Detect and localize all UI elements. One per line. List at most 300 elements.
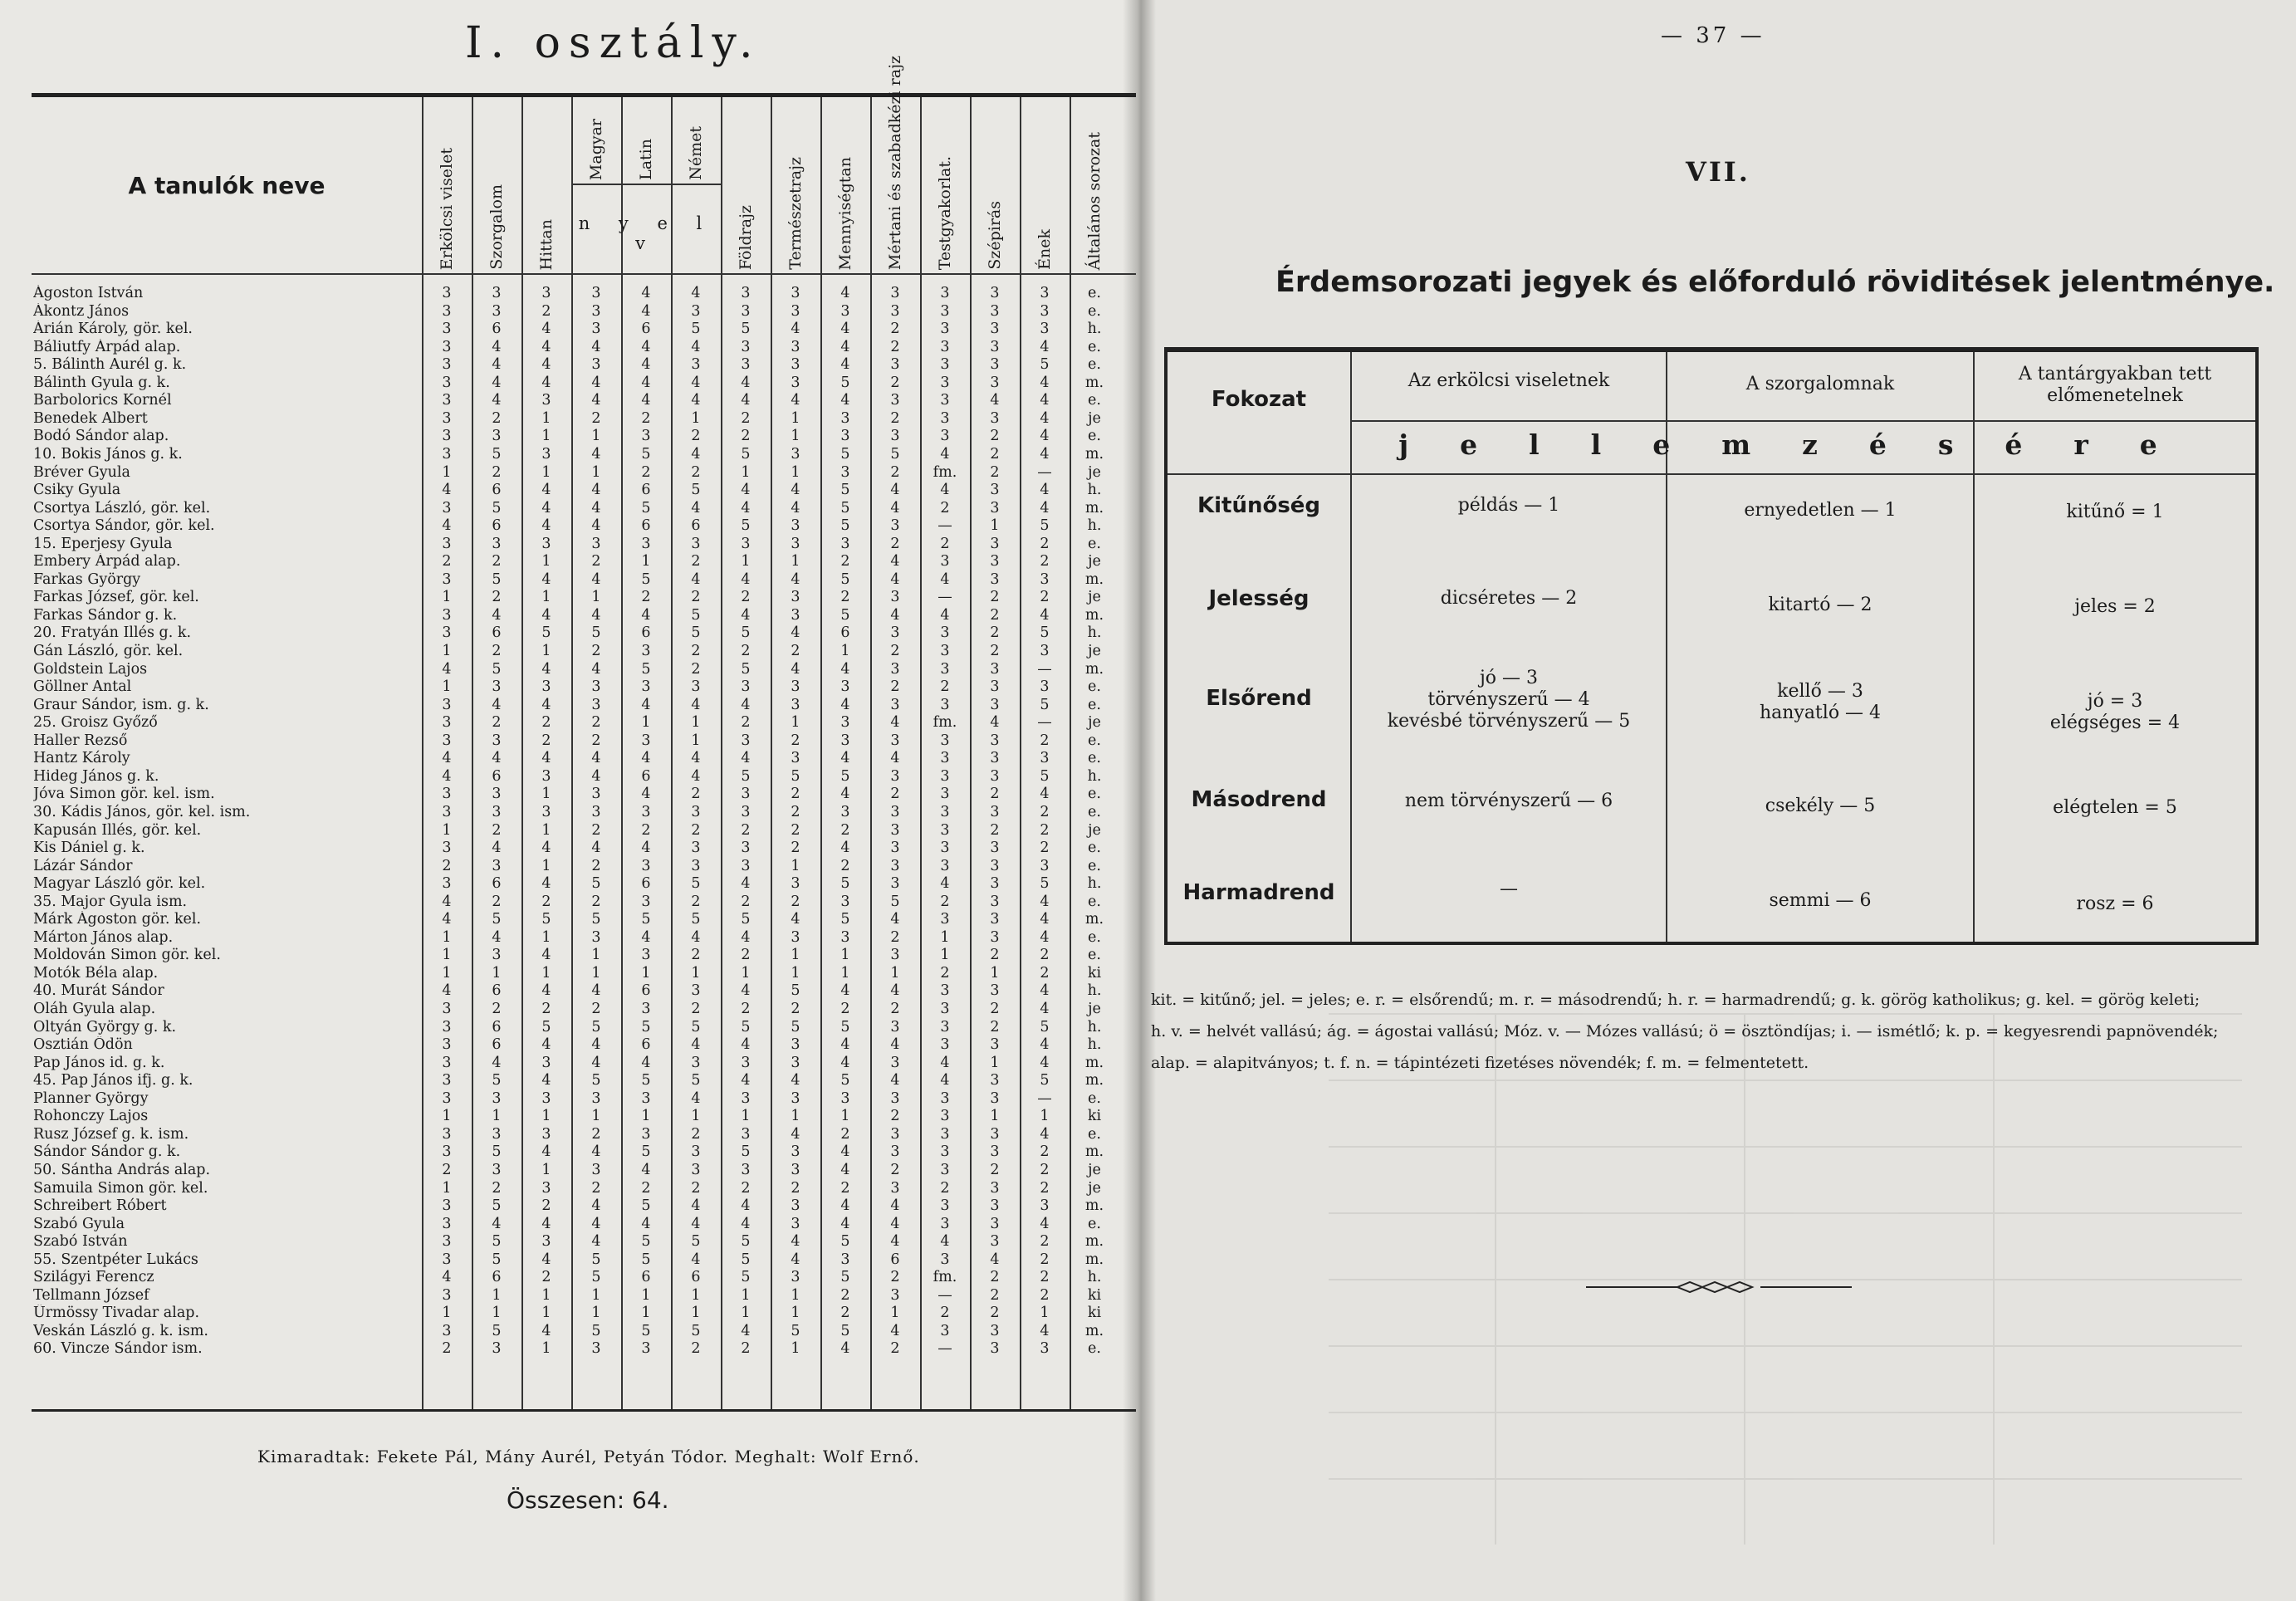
grade-cell: 3 (791, 1054, 800, 1071)
student-name: Márk Ágoston gör. kel. (33, 911, 202, 928)
grade-cell: 5 (492, 499, 502, 517)
grade-cell: 2 (541, 1269, 551, 1286)
grade-cell: 1 (591, 589, 601, 606)
grade-cell: 3 (890, 660, 900, 678)
name-column-header: A tanulók neve (128, 171, 326, 199)
column-header: Ének (1035, 229, 1054, 270)
student-name: Hideg János g. k. (33, 767, 159, 785)
grade-cell: 4 (641, 374, 651, 391)
grade-cell: 3 (890, 624, 900, 642)
grade-cell: 3 (492, 302, 502, 320)
grade-cell: 1 (541, 428, 551, 445)
grade-cell: 3 (641, 1089, 651, 1107)
grade-cell: 3 (691, 302, 701, 320)
grade-cell: 2 (741, 1340, 751, 1358)
grade-cell: 4 (890, 1036, 900, 1054)
grade-cell: 2 (890, 409, 900, 427)
grade-cell: 6 (641, 624, 651, 642)
grade-cell: 2 (591, 821, 601, 839)
grade-cell: 3 (990, 321, 1000, 338)
grade-cell: 4 (990, 714, 1000, 732)
grade-cell: 3 (990, 535, 1000, 552)
grade-cell: 2 (492, 714, 502, 732)
student-name: Csiky Gyula (33, 482, 121, 499)
row-erkolcsi: nem törvényszerű — 6 (1404, 791, 1613, 811)
grade-cell: 4 (541, 1215, 551, 1232)
grade-cell: 4 (691, 1197, 701, 1215)
student-name: 40. Murát Sándor (33, 982, 164, 1000)
student-name: Szabó Gyula (33, 1215, 125, 1232)
grade-cell: 4 (741, 982, 751, 1000)
header-jellemzesere: jellemzésére (1398, 428, 2209, 461)
grade-cell: 1 (541, 1340, 551, 1358)
grade-cell: 3 (840, 803, 850, 820)
grade-cell: 3 (890, 1125, 900, 1143)
grade-cell: 3 (641, 1125, 651, 1143)
grade-cell: 3 (641, 1001, 651, 1017)
grade-cell: e. (1088, 696, 1101, 713)
grade-cell: 3 (940, 1036, 950, 1054)
grade-cell: h. (1087, 875, 1102, 893)
grade-cell: 5 (492, 1251, 502, 1268)
grade-cell: 4 (541, 1036, 551, 1054)
grade-cell: 4 (691, 750, 701, 767)
grade-cell: e. (1088, 356, 1101, 374)
grade-cell: 5 (691, 1322, 701, 1339)
grade-cell: 4 (641, 1215, 651, 1232)
grade-cell: 3 (940, 428, 950, 445)
column-rule (970, 97, 972, 1409)
grade-cell: 3 (890, 732, 900, 749)
grade-cell: 3 (641, 535, 651, 552)
grade-cell: 3 (990, 1036, 1000, 1054)
grade-cell: 2 (990, 624, 1000, 642)
grade-cell: 1 (442, 678, 452, 696)
grade-cell: 4 (741, 374, 751, 391)
grade-cell: 5 (641, 1197, 651, 1215)
grade-cell: 3 (442, 1251, 452, 1268)
row-erkolcsi: jó — 3 (1479, 668, 1539, 688)
grade-cell: 4 (541, 1072, 551, 1089)
grade-cell: e. (1088, 338, 1101, 355)
student-name: Csortya Sándor, gör. kel. (33, 517, 215, 535)
grade-cell: 5 (591, 875, 601, 893)
grade-cell: 3 (990, 1215, 1000, 1232)
grade-cell: 3 (940, 821, 950, 839)
class-title: I. osztály. (465, 18, 761, 68)
grade-cell: 6 (492, 321, 502, 338)
grade-cell: 2 (1040, 821, 1050, 839)
grade-cell: 3 (691, 857, 701, 874)
grade-cell: 4 (691, 338, 701, 355)
grade-cell: 4 (840, 321, 850, 338)
grade-cell: 3 (492, 678, 502, 696)
grade-cell: 5 (641, 1251, 651, 1268)
grade-cell: 3 (641, 857, 651, 874)
grade-cell: 1 (641, 1286, 651, 1304)
grade-cell: 3 (890, 1179, 900, 1197)
column-header: Földrajz (736, 204, 755, 270)
grade-cell: 2 (990, 1018, 1000, 1036)
grade-cell: 5 (840, 374, 850, 391)
grade-cell: 6 (492, 1269, 502, 1286)
grade-cell: 5 (741, 767, 751, 785)
grade-cell: 3 (591, 1089, 601, 1107)
grade-cell: 2 (990, 445, 1000, 463)
grade-cell: 1 (442, 947, 452, 964)
grade-cell: 3 (791, 338, 800, 355)
grade-cell: 1 (791, 1286, 800, 1304)
grade-cell: 3 (840, 428, 850, 445)
grade-cell: 1 (641, 1108, 651, 1125)
grade-cell: 2 (791, 840, 800, 857)
grade-cell: 5 (840, 1072, 850, 1089)
grade-cell: 5 (840, 767, 850, 785)
student-name: Bodó Sándor alap. (33, 428, 169, 445)
grade-cell: 1 (791, 463, 800, 481)
grade-cell: 3 (791, 696, 800, 713)
grade-cell: 1 (541, 409, 551, 427)
student-name: Göllner Antal (33, 678, 132, 696)
grade-cell: 4 (840, 1143, 850, 1161)
grade-cell: 1 (442, 643, 452, 659)
grade-cell: 3 (591, 678, 601, 696)
grade-cell: 3 (940, 338, 950, 355)
grade-cell: 2 (990, 589, 1000, 606)
grade-cell: 3 (990, 499, 1000, 517)
grade-cell: 1 (890, 964, 900, 982)
grade-cell: 3 (442, 535, 452, 552)
grade-cell: 3 (990, 893, 1000, 910)
grade-cell: 4 (541, 570, 551, 588)
page-number: — 37 — (1661, 23, 1765, 48)
grade-cell: 4 (890, 1197, 900, 1215)
grade-cell: 2 (641, 1179, 651, 1197)
grade-cell: 3 (492, 947, 502, 964)
grade-cell: 3 (442, 409, 452, 427)
grade-cell: 3 (442, 1322, 452, 1339)
grade-cell: 3 (940, 553, 950, 570)
grade-cell: 4 (541, 517, 551, 535)
grade-cell: 3 (990, 857, 1000, 874)
grade-cell: e. (1088, 928, 1101, 946)
grade-cell: 2 (691, 821, 701, 839)
student-name: 55. Szentpéter Lukács (33, 1251, 198, 1268)
student-name: Sándor Sándor g. k. (33, 1143, 181, 1161)
grade-cell: 3 (492, 786, 502, 803)
grade-cell: 2 (840, 1179, 850, 1197)
grade-cell: 5 (840, 1322, 850, 1339)
grade-cell: 2 (741, 409, 751, 427)
grade-cell: 4 (541, 482, 551, 499)
grade-cell: 3 (691, 803, 701, 820)
grade-cell: 3 (940, 1143, 950, 1161)
row-szorgalom: semmi — 6 (1769, 890, 1872, 911)
grade-cell: 4 (641, 1161, 651, 1178)
grade-cell: 3 (442, 321, 452, 338)
student-name: Szilágyi Ferencz (33, 1269, 154, 1286)
grade-cell: 4 (741, 570, 751, 588)
grade-cell: ki (1087, 964, 1102, 982)
grade-cell: 4 (541, 1251, 551, 1268)
grade-cell: 1 (541, 1108, 551, 1125)
grade-cell: 3 (791, 678, 800, 696)
grade-cell: 3 (990, 1340, 1000, 1358)
grade-cell: 3 (940, 1197, 950, 1215)
grade-cell: 2 (741, 821, 751, 839)
grade-cell: 6 (492, 982, 502, 1000)
grade-cell: 4 (791, 624, 800, 642)
header-fokozat: Fokozat (1211, 387, 1307, 412)
grade-cell: 3 (990, 482, 1000, 499)
grade-cell: 5 (591, 1269, 601, 1286)
student-name: Farkas György (33, 570, 141, 588)
grade-cell: 4 (541, 947, 551, 964)
grade-cell: m. (1084, 1233, 1104, 1251)
grade-cell: 4 (691, 1215, 701, 1232)
grade-cell: 2 (840, 821, 850, 839)
grade-cell: 4 (541, 840, 551, 857)
grade-cell: 2 (591, 1001, 601, 1017)
grade-cell: 4 (591, 517, 601, 535)
grade-cell: 4 (840, 982, 850, 1000)
grade-cell: 4 (840, 840, 850, 857)
grade-cell: 1 (791, 947, 800, 964)
column-rule (1070, 97, 1071, 1409)
grade-cell: 1 (791, 964, 800, 982)
grade-cell: 3 (890, 821, 900, 839)
grade-cell: 2 (741, 428, 751, 445)
grade-cell: 2 (691, 947, 701, 964)
grade-cell: 2 (990, 1286, 1000, 1304)
grade-cell: m. (1084, 606, 1104, 624)
grade-cell: 3 (890, 302, 900, 320)
student-name: Márton János alap. (33, 928, 174, 946)
language-group-rule (571, 184, 721, 185)
grade-cell: 2 (591, 893, 601, 910)
grade-cell: 2 (791, 821, 800, 839)
grade-cell: 6 (840, 624, 850, 642)
grade-cell: 1 (691, 732, 701, 749)
grade-cell: 4 (741, 499, 751, 517)
grade-cell: 2 (741, 947, 751, 964)
grade-cell: 5 (641, 911, 651, 928)
grade-cell: 3 (940, 409, 950, 427)
grade-cell: 2 (940, 1179, 950, 1197)
row-tantargy: elégséges = 4 (2049, 712, 2181, 733)
grade-cell: 2 (990, 786, 1000, 803)
grade-cell: 4 (890, 1322, 900, 1339)
grade-cell: 2 (1040, 732, 1050, 749)
grade-cell: m. (1084, 1054, 1104, 1071)
grade-cell: 2 (890, 1001, 900, 1017)
grade-cell: 4 (691, 285, 701, 301)
grade-cell: 5 (741, 1251, 751, 1268)
grade-cell: 4 (1040, 928, 1050, 946)
student-name: Báliutfy Árpád alap. (33, 338, 181, 355)
grade-cell: 3 (591, 1340, 601, 1358)
grade-cell: 1 (641, 964, 651, 982)
grade-cell: 3 (492, 1125, 502, 1143)
grade-cell: 3 (442, 1125, 452, 1143)
row-tantargy: rosz = 6 (2076, 894, 2154, 914)
grade-cell: 2 (741, 589, 751, 606)
grade-cell: 4 (591, 767, 601, 785)
grade-cell: je (1088, 821, 1101, 839)
column-header: Általános sorozat (1084, 131, 1104, 270)
grade-cell: 3 (541, 535, 551, 552)
grade-cell: 2 (1040, 589, 1050, 606)
grade-cell: e. (1088, 428, 1101, 445)
grade-cell: 4 (840, 660, 850, 678)
grade-cell: 1 (1040, 1108, 1050, 1125)
grade-cell: 3 (541, 392, 551, 409)
grade-cell: 2 (741, 714, 751, 732)
grade-cell: 3 (890, 857, 900, 874)
grade-cell: 2 (1040, 553, 1050, 570)
grade-cell: 3 (791, 1197, 800, 1215)
grade-cell: 1 (442, 821, 452, 839)
grade-cell: 4 (691, 1089, 701, 1107)
grade-cell: 5 (541, 911, 551, 928)
grade-cell: 4 (840, 285, 850, 301)
grade-cell: 3 (990, 678, 1000, 696)
grade-cell: 3 (940, 696, 950, 713)
student-name: Ágoston István (33, 285, 144, 301)
grade-cell: 4 (591, 606, 601, 624)
column-rule (521, 97, 523, 1409)
grade-cell: 2 (691, 1179, 701, 1197)
grade-cell: 2 (1040, 947, 1050, 964)
grade-cell: 3 (990, 1143, 1000, 1161)
grade-cell: 3 (890, 767, 900, 785)
grade-cell: 1 (541, 643, 551, 659)
abbreviations-line: kit. = kitűnő; jel. = jeles; e. r. = elsőrendű; m. r. = másodrendű; h. r. = harmadrendű; g. k. görög katholikus; g. kel. = görög keleti; (1151, 991, 2201, 1009)
grade-cell: 4 (641, 840, 651, 857)
grade-cell: 4 (691, 767, 701, 785)
grade-cell: 3 (442, 803, 452, 820)
grade-cell: 5 (741, 911, 751, 928)
grade-cell: 5 (691, 606, 701, 624)
grade-cell: e. (1088, 947, 1101, 964)
grade-cell: 1 (442, 1108, 452, 1125)
grade-cell: 4 (641, 1054, 651, 1071)
grade-cell: 3 (641, 947, 651, 964)
grade-cell: 1 (741, 1108, 751, 1125)
column-rule (621, 97, 623, 1409)
grade-cell: 5 (541, 624, 551, 642)
grade-cell: 3 (641, 893, 651, 910)
row-szorgalom: kitartó — 2 (1768, 595, 1873, 615)
student-name: 10. Bokis János g. k. (33, 445, 183, 463)
grade-cell: 5 (1040, 1072, 1050, 1089)
grade-cell: 3 (442, 875, 452, 893)
grade-cell: 2 (492, 643, 502, 659)
grade-cell: 3 (442, 1001, 452, 1017)
grade-cell: 5 (741, 660, 751, 678)
grade-cell: 2 (1040, 803, 1050, 820)
grade-cell: 2 (840, 857, 850, 874)
grade-cell: 1 (442, 463, 452, 481)
grade-cell: 3 (990, 696, 1000, 713)
grade-cell: 1 (442, 589, 452, 606)
grade-cell: 1 (591, 1108, 601, 1125)
grade-cell: 5 (492, 1322, 502, 1339)
grade-cell: 4 (890, 482, 900, 499)
grade-cell: 3 (890, 840, 900, 857)
grade-cell: 5 (1040, 875, 1050, 893)
grade-cell: 4 (741, 875, 751, 893)
row-fokozat: Elsőrend (1206, 686, 1312, 711)
grade-cell: 6 (492, 517, 502, 535)
grade-cell: 2 (541, 732, 551, 749)
grade-cell: 3 (641, 678, 651, 696)
grade-cell: 3 (442, 285, 452, 301)
grade-cell: 4 (641, 606, 651, 624)
grade-cell: 3 (691, 1143, 701, 1161)
grade-cell: 4 (492, 750, 502, 767)
grade-cell: 4 (492, 374, 502, 391)
grade-cell: 4 (591, 840, 601, 857)
grade-cell: 4 (840, 1161, 850, 1178)
grade-cell: 5 (791, 1322, 800, 1339)
grade-cell: 3 (940, 643, 950, 659)
grade-cell: m. (1084, 1251, 1104, 1268)
grade-cell: 3 (691, 1161, 701, 1178)
student-name: Graur Sándor, ism. g. k. (33, 696, 209, 713)
row-fokozat: Másodrend (1191, 787, 1327, 812)
grade-cell: 3 (741, 285, 751, 301)
student-name: Barbolorics Kornél (33, 392, 172, 409)
row-fokozat: Kitűnőség (1197, 493, 1321, 518)
grade-cell: 2 (1040, 1251, 1050, 1268)
grade-cell: 4 (741, 606, 751, 624)
grade-cell: 1 (741, 463, 751, 481)
grade-cell: 1 (1040, 1305, 1050, 1322)
grade-cell: 5 (641, 1322, 651, 1339)
grade-cell: 3 (492, 1089, 502, 1107)
grade-cell: — (937, 589, 952, 606)
grade-cell: 1 (541, 786, 551, 803)
grade-cell: 1 (990, 1108, 1000, 1125)
grade-cell: 4 (1040, 445, 1050, 463)
grade-cell: 3 (442, 1197, 452, 1215)
grade-cell: 3 (990, 803, 1000, 820)
abbreviations-legend (1151, 984, 2255, 1079)
grade-cell: 4 (940, 1072, 950, 1089)
grade-cell: 1 (890, 1305, 900, 1322)
grade-cell: 4 (1040, 499, 1050, 517)
grade-cell: 3 (791, 589, 800, 606)
grade-cell: 3 (541, 1233, 551, 1251)
language-group-label: n y e l v (578, 213, 714, 253)
grade-cell: 4 (1040, 911, 1050, 928)
row-tantargy: jeles = 2 (2074, 596, 2156, 617)
grade-cell: e. (1088, 786, 1101, 803)
grade-cell: 2 (840, 1125, 850, 1143)
grade-cell: 4 (492, 1054, 502, 1071)
grade-cell: 3 (541, 678, 551, 696)
grade-cell: 4 (541, 499, 551, 517)
grade-cell: 6 (641, 1269, 651, 1286)
grade-cell: 5 (492, 570, 502, 588)
grade-cell: 4 (591, 570, 601, 588)
grade-cell: 3 (990, 1072, 1000, 1089)
grade-cell: 5 (741, 624, 751, 642)
grade-cell: 4 (990, 1251, 1000, 1268)
grade-cell: 6 (492, 767, 502, 785)
grade-cell: 5 (840, 570, 850, 588)
